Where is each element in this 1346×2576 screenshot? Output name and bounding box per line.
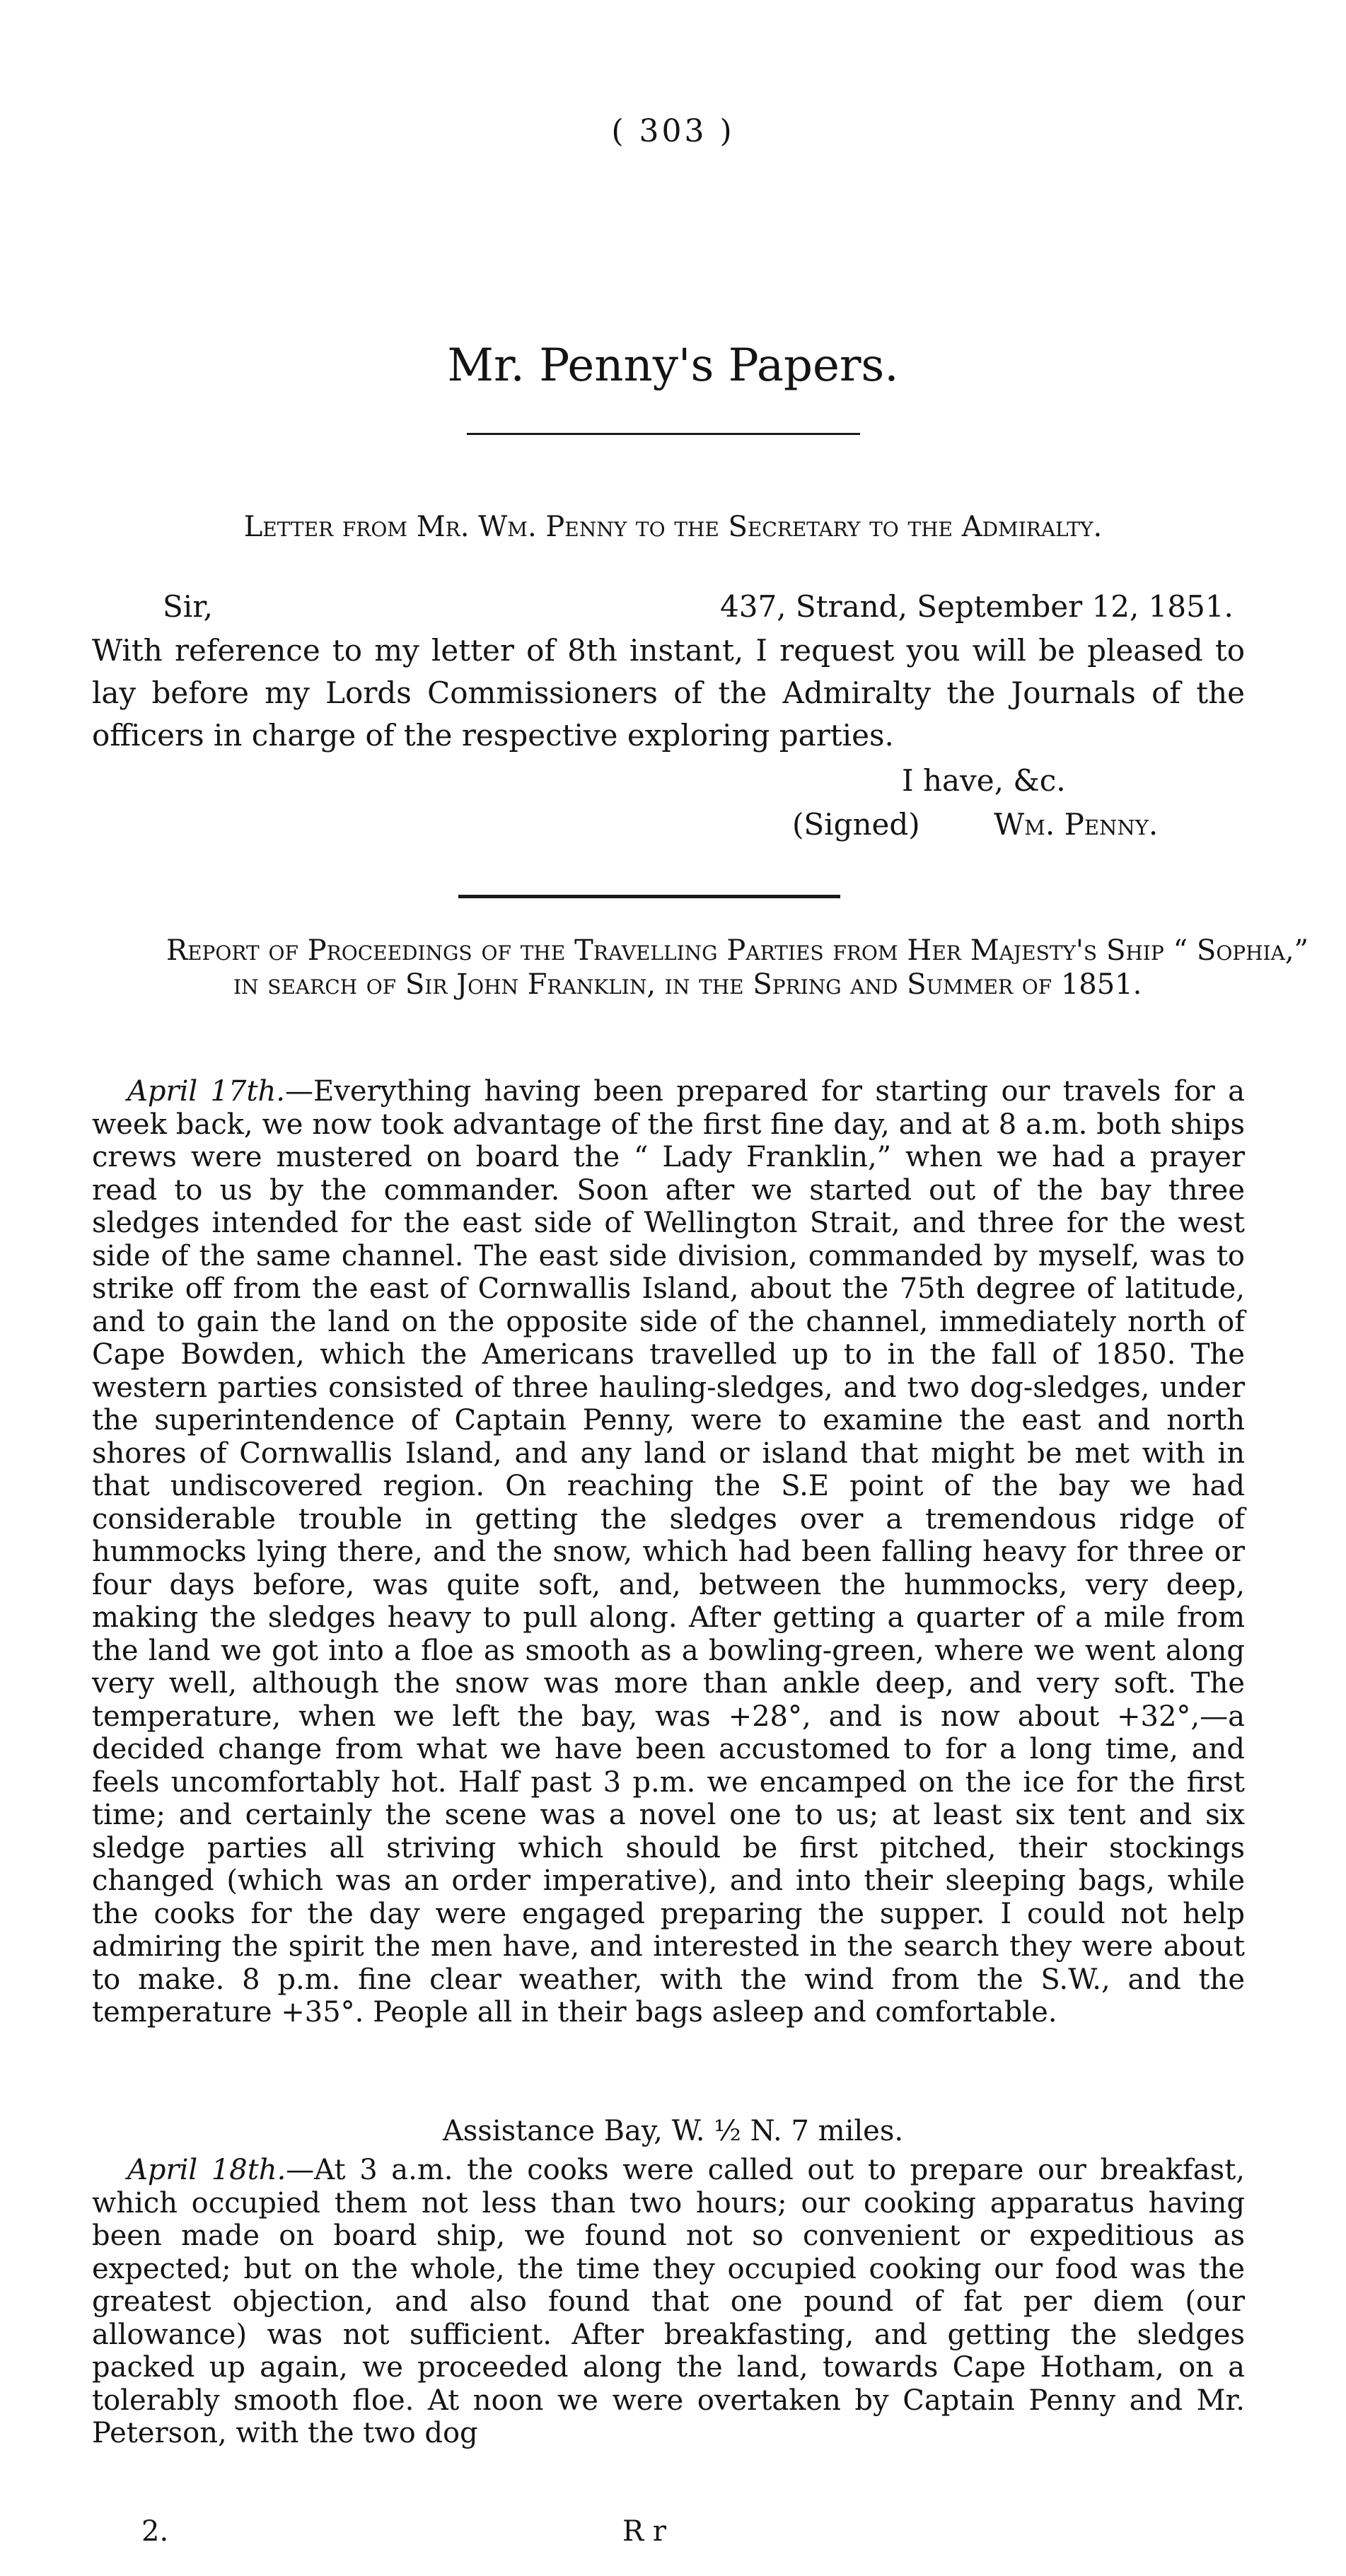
signature-number: 2. <box>141 2515 169 2548</box>
letter-heading: Letter from Mr. Wm. Penny to the Secretary to the Admiralty. <box>243 511 1103 543</box>
entry-text: —At 3 a.m. the cooks were called out to prepare our breakfast, which occupied them not less than two hours; our cooking apparatus having been made on board ship, we found not so convenient or expeditious as expected; but on the whole, the time they occupied cooking our food was the greatest objection, and also found that one pound of fat per diem (our allowance) was not sufficient. After breakfasting, and getting the sledges packed up again, we proceeded along the land, towards Cape Hotham, on a tolerably smooth floe. At noon we were overtaken by Captain Penny and Mr. Peterson, with the two dog <box>92 2154 1245 2449</box>
letter-signed-label: (Signed) <box>792 807 920 842</box>
entry-text: —Everything having been prepared for starting our travels for a week back, we now took advantage of the first fine day, and at 8 a.m. both ships crews were mustered on board the “ Lady Franklin,” when we had a prayer read to us by the commander. Soon after we started out of the bay three sledges intended for the east side of Wellington Strait, and three for the west side of the same channel. The east side division, commanded by myself, was to strike off from the east of Cornwallis Island, about the 75th degree of latitude, and to gain the land on the opposite side of the channel, immediately north of Cape Bowden, which the Americans travelled up to in the fall of 1850. The western parties consisted of three hauling-sledges, and two dog-sledges, under the superintendence of Captain Penny, were to examine the east and north shores of Cornwallis Island, and any land or island that might be met with in that undiscovered region. On reaching the S.E point of the bay we had considerable trouble in getting the sledges over a tremendous ridge of hummocks lying there, and the snow, which had been falling heavy for three or four days before, was quite soft, and, between the hummocks, very deep, making the sledges heavy to pull along. After getting a quarter of a mile from the land we got into a floe as smooth as a bowling-green, where we went along very well, although the snow was more than ankle deep, and very soft. The temperature, when we left the bay, was +28°, and is now about +32°,—a decided change from what we have been accustomed to for a long time, and feels uncomfortably hot. Half past 3 p.m. we encamped on the ice for the first time; and certainly the scene was a novel one to us; at least six tent and six sledge parties all striving which should be first pitched, their stockings changed (which was an order imperative), and into their sleeping bags, while the cooks for the day were engaged preparing the supper. I could not help admiring the spirit the men have, and interested in the search they were about to make. 8 p.m. fine clear weather, with the wind from the S.W., and the temperature +35°. People all in their bags asleep and comfortable. <box>92 1075 1245 2029</box>
letter-body: With reference to my letter of 8th instant, I request you will be pleased to lay before my Lords Commissioners of the Admiralty the Journals of the officers in charge of the respective exploring parties. <box>92 633 1245 753</box>
letter-sign-off: I have, &c. <box>902 763 1066 798</box>
letter-address-date: 437, Strand, September 12, 1851. <box>720 589 1234 624</box>
entry-date: April 17th. <box>127 1075 286 1108</box>
letter-signature: Wm. Penny. <box>994 807 1159 842</box>
entry-date: April 18th. <box>127 2154 286 2186</box>
title-divider <box>467 433 860 435</box>
report-heading: Report of Proceedings of the Travelling Parties from Her Majesty's Ship “ Sophia,” in search of Sir John Franklin, in the Spring and Summer of 1851. <box>166 934 1309 1001</box>
letter-salutation: Sir, <box>163 589 214 624</box>
section-divider <box>458 895 840 898</box>
journal-entry-april-18 <box>92 2154 1245 2450</box>
page-title: Mr. Penny's Papers. <box>447 340 899 392</box>
journal-entry-april-17 <box>92 1075 1245 2029</box>
page-number: ( 303 ) <box>611 113 735 149</box>
signature-mark: R r <box>622 2515 666 2548</box>
location-line: Assistance Bay, W. ½ N. 7 miles. <box>442 2115 904 2147</box>
